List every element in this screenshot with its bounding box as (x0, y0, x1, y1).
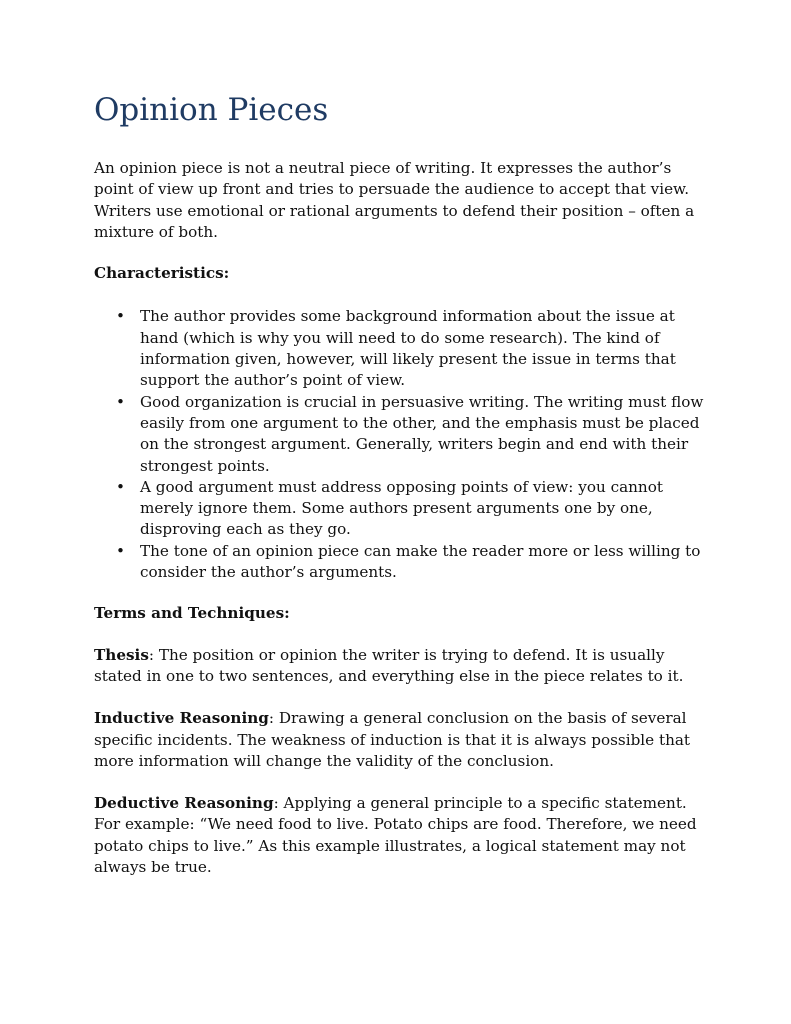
terms-heading: Terms and Techniques: (94, 604, 290, 623)
bullet-icon: • (116, 392, 125, 411)
term-definition (94, 645, 706, 688)
term-label: Inductive Reasoning (94, 709, 269, 728)
list-item-text: A good argument must address opposing points of view: you cannot merely ignore them. Some authors present arguments one by one, disproving each as they go. (140, 477, 663, 539)
characteristics-heading: Characteristics: (94, 264, 230, 283)
term-label: Deductive Reasoning (94, 794, 274, 813)
term-definition (94, 793, 706, 878)
page-title: Opinion Pieces (94, 92, 329, 128)
characteristics-list (94, 306, 706, 583)
list-item-text: The author provides some background information about the issue at hand (which is why you will need to do some research). The kind of information given, however, will likely present the issue in terms that support the author’s point of view. (140, 307, 676, 390)
list-item (116, 477, 706, 541)
list-item-text: Good organization is crucial in persuasive writing. The writing must flow easily from one argument to the other, and the emphasis must be placed on the strongest argument. Generally, writers begin and end with their strongest points. (140, 392, 704, 475)
term-text: : Applying a general principle to a specific statement. For example: “We need food to live. Potato chips are food. Therefore, we need potato chips to live.” As this example illustrates, a logical statement may not always be true. (94, 794, 697, 877)
term-label: Thesis (94, 645, 149, 664)
term-text: : The position or opinion the writer is trying to defend. It is usually stated in one to two sentences, and everything else in the piece relates to it. (94, 645, 684, 685)
term-definition (94, 708, 706, 772)
bullet-icon: • (116, 307, 125, 326)
document-page (94, 88, 706, 899)
bullet-icon: • (116, 477, 125, 496)
list-item (116, 392, 706, 477)
term-text: : Drawing a general conclusion on the basis of several specific incidents. The weakness of induction is that it is always possible that more information will change the validity of the conclusion. (94, 709, 691, 770)
list-item (116, 306, 706, 391)
list-item (116, 541, 706, 584)
intro-paragraph: An opinion piece is not a neutral piece of writing. It expresses the author’s point of view up front and tries to persuade the audience to accept that view. Writers use emotional or rational arguments to defend their position – often a mixture of both. (94, 159, 695, 241)
bullet-icon: • (116, 541, 125, 560)
list-item-text: The tone of an opinion piece can make the reader more or less willing to consider the author’s arguments. (140, 541, 701, 582)
